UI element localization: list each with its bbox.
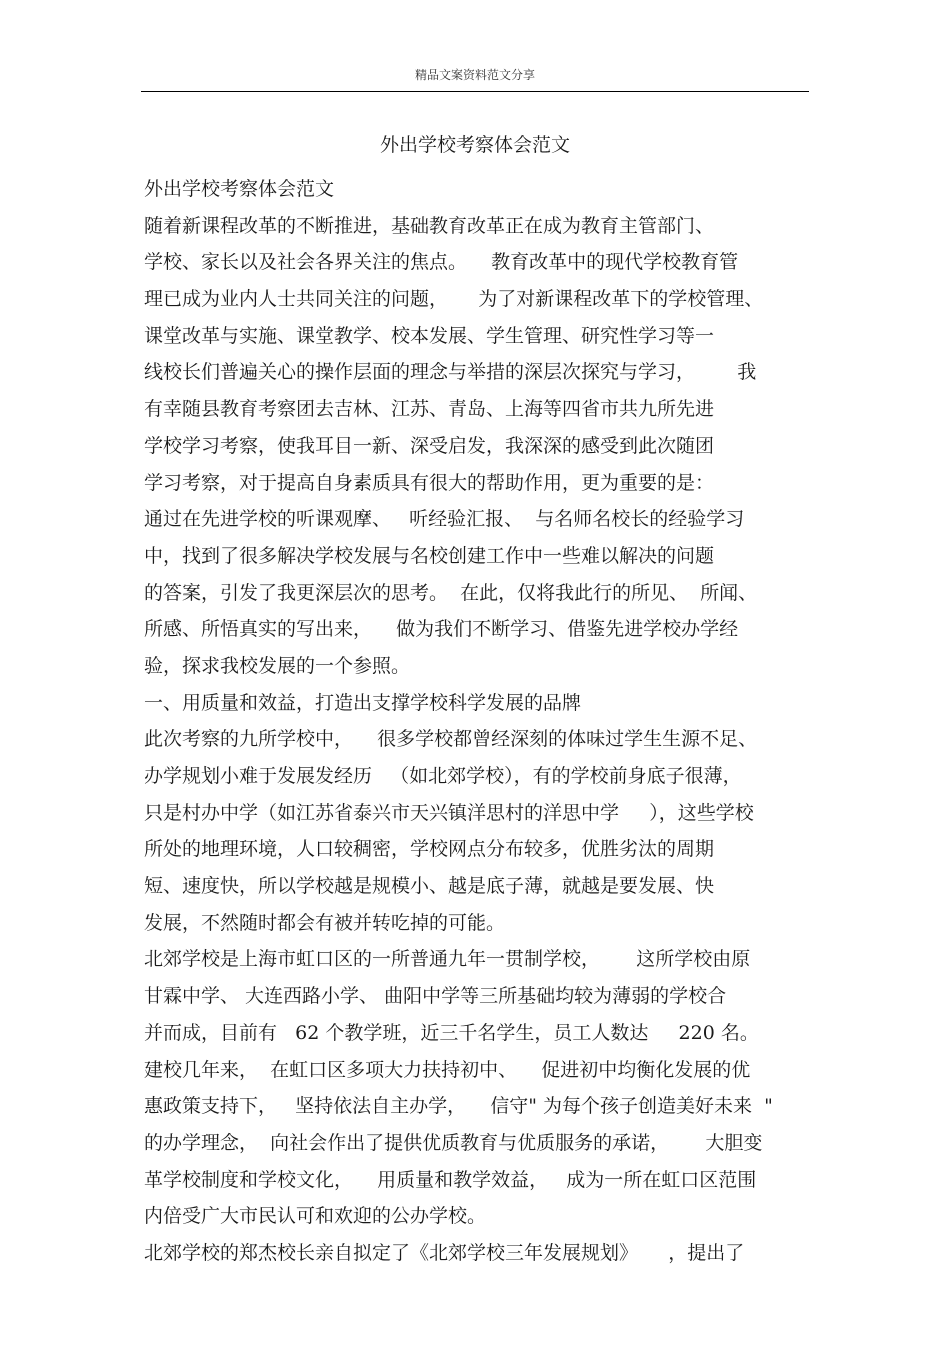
header-rule: [141, 91, 809, 92]
text-line: 内倍受广大市民认可和欢迎的公办学校。: [144, 1205, 487, 1228]
text-line: 学习考察，对于提高自身素质具有很大的帮助作用，更为重要的是：: [144, 471, 715, 494]
text-line: 建校几年来， 在虹口区多项大力扶持初中、 促进初中均衡化发展的优: [144, 1058, 751, 1081]
document-body: [144, 171, 810, 1272]
text-line: 北郊学校的郑杰校长亲自拟定了《北郊学校三年发展规划》 ，提出了: [144, 1241, 745, 1264]
text-line: 验，探求我校发展的一个参照。: [144, 654, 411, 677]
text-line: 外出学校考察体会范文: [144, 178, 335, 200]
text-line: 课堂改革与实施、课堂教学、校本发展、学生管理、研究性学习等一: [144, 324, 715, 347]
text-line: 一、用质量和效益，打造出支撑学校科学发展的品牌: [144, 691, 582, 714]
text-line: 有幸随县教育考察团去吉林、江苏、青岛、上海等四省市共九所先进: [144, 398, 715, 421]
text-line: 办学规划小难于发展发经历 （如北郊学校），有的学校前身底子很薄，: [144, 765, 742, 787]
text-line: 学校学习考察，使我耳目一新、深受启发，我深深的感受到此次随团: [144, 434, 715, 457]
text-line: 学校、家长以及社会各界关注的焦点。 教育改革中的现代学校教育管: [144, 251, 739, 274]
document-title: 外出学校考察体会范文: [379, 134, 570, 156]
text-line: 此次考察的九所学校中， 很多学校都曾经深刻的体味过学生生源不足、: [144, 728, 758, 751]
text-line: 短、速度快，所以学校越是规模小、越是底子薄，就越是要发展、快: [144, 875, 715, 898]
text-line: 发展，不然随时都会有被并转吃掉的可能。: [144, 911, 506, 934]
text-line: 惠政策支持下， 坚持依法自主办学， 信守" 为每个孩子创造美好未来 ": [144, 1095, 773, 1118]
text-line: 随着新课程改革的不断推进，基础教育改革正在成为教育主管部门、: [144, 214, 715, 237]
text-line: 通过在先进学校的听课观摩、 听经验汇报、 与名师名校长的经验学习: [144, 508, 745, 531]
text-line: 甘霖中学、 大连西路小学、 曲阳中学等三所基础均较为薄弱的学校合: [144, 985, 727, 1008]
text-line: 并而成，目前有 62 个教学班，近三千名学生，员工人数达 220 名。: [144, 1021, 759, 1044]
text-line: 理已成为业内人士共同关注的问题， 为了对新课程改革下的学校管理、: [144, 288, 764, 311]
text-line: 的答案，引发了我更深层次的思考。 在此，仅将我此行的所见、 所闻、: [144, 581, 758, 604]
text-line: 所感、所悟真实的写出来， 做为我们不断学习、借鉴先进学校办学经: [144, 618, 739, 641]
running-header: 精品文案资料范文分享: [414, 68, 535, 82]
text-line: 所处的地理环境，人口较稠密，学校网点分布较多，优胜劣汰的周期: [144, 838, 715, 861]
text-line: 北郊学校是上海市虹口区的一所普通九年一贯制学校， 这所学校由原: [144, 948, 751, 971]
text-line: 的办学理念， 向社会作出了提供优质教育与优质服务的承诺， 大胆变: [144, 1131, 763, 1154]
text-line: 中，找到了很多解决学校发展与名校创建工作中一些难以解决的问题: [144, 544, 715, 567]
text-line: 只是村办中学（如江苏省泰兴市天兴镇洋思村的洋思中学 ），这些学校: [144, 801, 754, 824]
text-line: 革学校制度和学校文化， 用质量和教学效益， 成为一所在虹口区范围: [144, 1168, 757, 1191]
text-line: 线校长们普遍关心的操作层面的理念与举措的深层次探究与学习， 我: [144, 361, 757, 384]
